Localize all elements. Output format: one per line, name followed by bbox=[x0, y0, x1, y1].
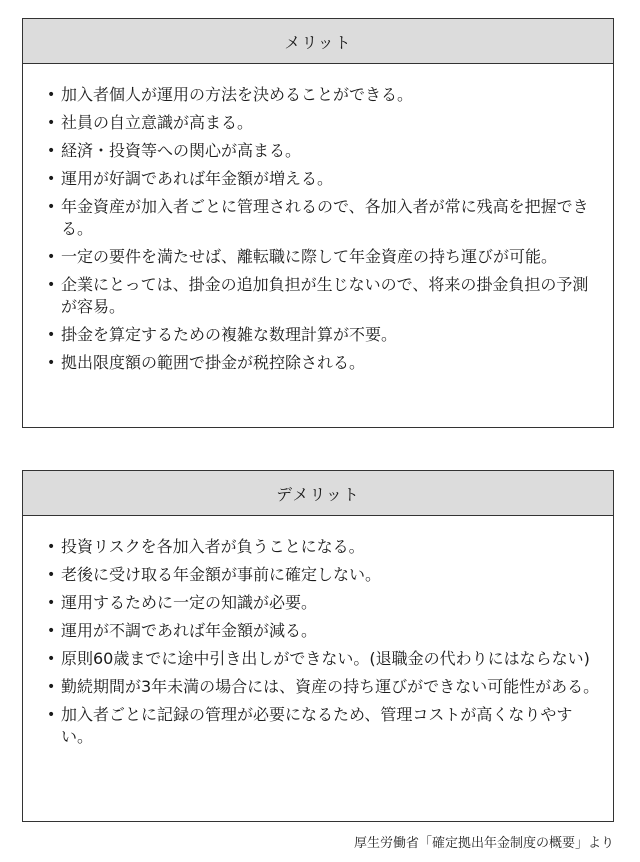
merit-list bbox=[23, 64, 613, 374]
bullet-icon: • bbox=[47, 679, 56, 695]
demerit-item: • 運用が不調であれば年金額が減る。 bbox=[47, 621, 318, 640]
bullet-icon: • bbox=[47, 171, 56, 187]
bullet-icon: • bbox=[47, 327, 56, 343]
merit-panel bbox=[22, 18, 614, 428]
merit-header bbox=[23, 19, 613, 64]
demerit-item: • 加入者ごとに記録の管理が必要になるため、管理コストが高くなりやすい。 bbox=[47, 705, 573, 746]
demerit-title: デメリット bbox=[276, 484, 360, 504]
merit-item: • 社員の自立意識が高まる。 bbox=[47, 113, 254, 132]
demerit-header bbox=[23, 471, 613, 516]
merit-item: • 経済・投資等への関心が高まる。 bbox=[47, 141, 302, 160]
demerit-panel bbox=[22, 470, 614, 822]
merit-item: • 運用が好調であれば年金額が増える。 bbox=[47, 169, 334, 188]
merit-item: • 年金資産が加入者ごとに管理されるので、各加入者が常に残高を把握できる。 bbox=[47, 197, 589, 238]
source-citation: 厚生労働省「確定拠出年金制度の概要」より bbox=[353, 836, 614, 851]
bullet-icon: • bbox=[47, 567, 56, 583]
bullet-icon: • bbox=[47, 143, 56, 159]
demerit-item: • 投資リスクを各加入者が負うことになる。 bbox=[47, 537, 365, 556]
demerit-item: • 原則60歳までに途中引き出しができない。(退職金の代わりにはならない) bbox=[47, 649, 590, 668]
bullet-icon: • bbox=[47, 651, 56, 667]
bullet-icon: • bbox=[47, 355, 56, 371]
merit-item: • 拠出限度額の範囲で掛金が税控除される。 bbox=[47, 353, 366, 372]
bullet-icon: • bbox=[47, 277, 56, 293]
bullet-icon: • bbox=[47, 87, 56, 103]
demerit-item: • 運用するために一定の知識が必要。 bbox=[47, 593, 318, 612]
bullet-icon: • bbox=[47, 623, 56, 639]
merit-title: メリット bbox=[284, 32, 352, 52]
bullet-icon: • bbox=[47, 115, 56, 131]
merit-item: • 加入者個人が運用の方法を決めることができる。 bbox=[47, 85, 414, 104]
bullet-icon: • bbox=[47, 249, 56, 265]
merit-item: • 掛金を算定するための複雑な数理計算が不要。 bbox=[47, 325, 398, 344]
bullet-icon: • bbox=[47, 199, 56, 215]
demerit-list bbox=[23, 516, 613, 748]
demerit-item: • 老後に受け取る年金額が事前に確定しない。 bbox=[47, 565, 382, 584]
bullet-icon: • bbox=[47, 595, 56, 611]
merit-item: • 企業にとっては、掛金の追加負担が生じないので、将来の掛金負担の予測が容易。 bbox=[47, 275, 589, 316]
demerit-item: • 勤続期間が3年未満の場合には、資産の持ち運びができない可能性がある。 bbox=[47, 677, 600, 696]
bullet-icon: • bbox=[47, 707, 56, 723]
bullet-icon: • bbox=[47, 539, 56, 555]
merit-item: • 一定の要件を満たせば、離転職に際して年金資産の持ち運びが可能。 bbox=[47, 247, 558, 266]
